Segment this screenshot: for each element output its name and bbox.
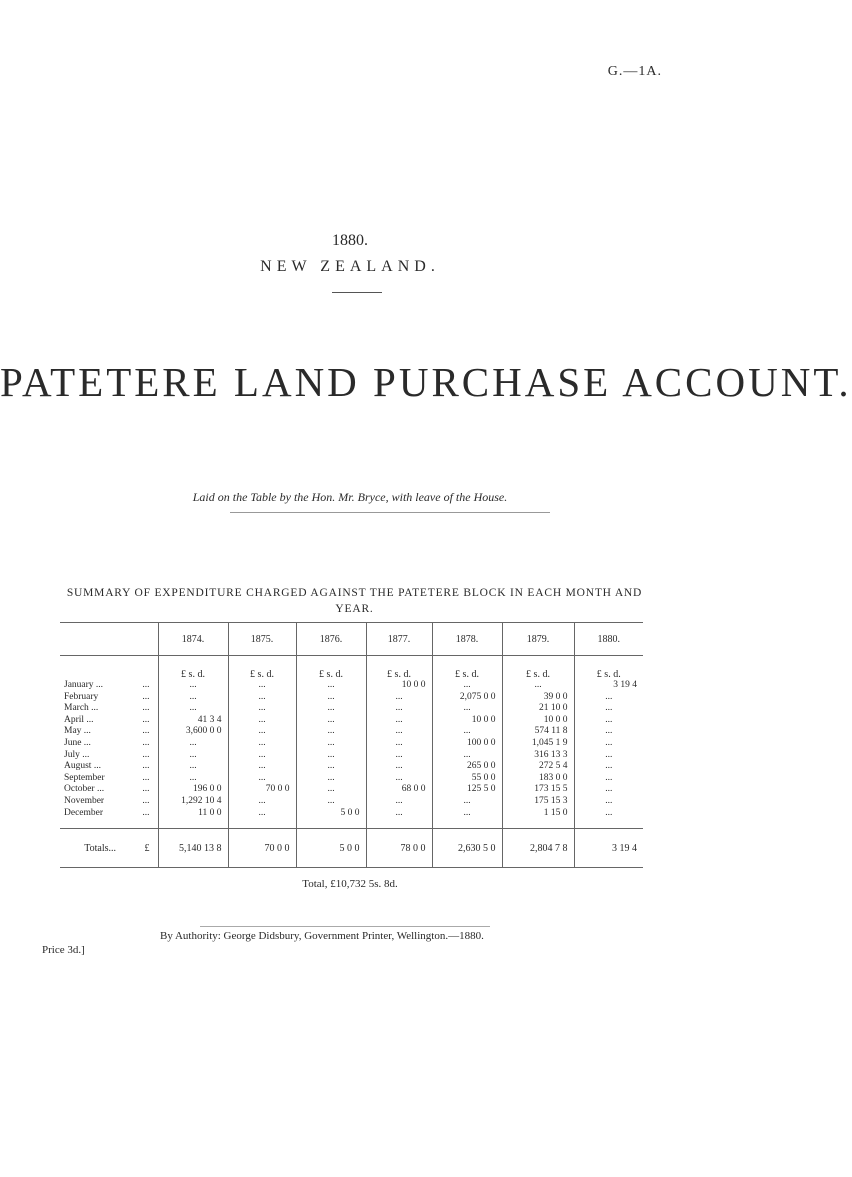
amount-cell: ... [296,692,366,704]
currency-header: £ s. d. [228,656,296,681]
amount-cell: 3,600 0 0 [158,726,228,738]
month-label: July ... [64,749,90,760]
amount-cell: 10 0 0 [366,680,432,692]
leader-dots: ... [142,772,150,783]
total-value: 78 0 0 [366,829,432,868]
amount-cell: ... [574,773,643,785]
amount-cell: ... [366,761,432,773]
totals-label: Totals... [60,829,120,868]
total-value: 5,140 13 8 [158,829,228,868]
amount-cell: ... [366,715,432,727]
amount-cell: 196 0 0 [158,784,228,796]
month-label: April ... [64,714,94,725]
price-note: Price 3d.] [42,944,85,956]
amount-cell: 1 15 0 [502,808,574,829]
table-row [60,773,643,785]
amount-cell: ... [432,796,502,808]
amount-cell: 173 15 5 [502,784,574,796]
amount-cell: ... [296,715,366,727]
total-value: 2,804 7 8 [502,829,574,868]
expenditure-table [60,622,643,868]
table-row [60,784,643,796]
document-title: PATETERE LAND PURCHASE ACCOUNT. [0,359,852,405]
divider-rule [230,512,550,513]
amount-cell: ... [366,750,432,762]
divider-rule [200,926,490,927]
amount-cell: 316 13 3 [502,750,574,762]
amount-cell: ... [502,680,574,692]
month-label: March ... [64,703,99,714]
amount-cell: ... [158,761,228,773]
amount-cell: ... [366,738,432,750]
amount-cell: 2,075 0 0 [432,692,502,704]
year-header: 1880. [574,623,643,656]
amount-cell: ... [228,692,296,704]
month-label: September [64,772,105,783]
amount-cell: ... [366,703,432,715]
amount-cell: ... [432,703,502,715]
amount-cell: ... [228,680,296,692]
month-column-header [60,623,158,656]
amount-cell: ... [574,715,643,727]
document-year: 1880. [332,232,368,249]
currency-header: £ s. d. [366,656,432,681]
month-label: November [64,795,105,806]
amount-cell: ... [228,761,296,773]
currency-header: £ s. d. [502,656,574,681]
leader-dots: ... [142,761,150,772]
leader-dots: ... [142,749,150,760]
leader-dots: ... [142,737,150,748]
leader-dots: ... [142,680,150,690]
amount-cell: 41 3 4 [158,715,228,727]
amount-cell: 574 11 8 [502,726,574,738]
document-reference: G.—1A. [607,64,662,79]
month-label: May ... [64,726,91,737]
amount-cell: ... [574,692,643,704]
amount-cell: ... [296,680,366,692]
table-row [60,726,643,738]
amount-cell: ... [432,750,502,762]
year-header: 1875. [228,623,296,656]
year-header: 1876. [296,623,366,656]
grand-total: Total, £10,732 5s. 8d. [302,878,398,890]
amount-cell: 183 0 0 [502,773,574,785]
amount-cell: ... [158,750,228,762]
amount-cell: ... [296,784,366,796]
amount-cell: 3 19 4 [574,680,643,692]
table-row [60,680,643,692]
amount-cell: 55 0 0 [432,773,502,785]
amount-cell: 10 0 0 [432,715,502,727]
amount-cell: ... [366,692,432,704]
laid-on-table-note: Laid on the Table by the Hon. Mr. Bryce, with leave of the House. [192,490,508,504]
country-heading: NEW ZEALAND. [260,258,440,275]
amount-cell: 39 0 0 [502,692,574,704]
amount-cell: 272 5 4 [502,761,574,773]
amount-cell: ... [228,726,296,738]
amount-cell: ... [296,796,366,808]
currency-header-row [60,656,643,681]
table-row [60,692,643,704]
total-value: 5 0 0 [296,829,366,868]
leader-dots: ... [142,784,150,795]
year-header: 1874. [158,623,228,656]
month-label: June ... [64,737,91,748]
amount-cell: ... [296,726,366,738]
leader-dots: ... [142,714,150,725]
year-header: 1878. [432,623,502,656]
amount-cell: ... [158,692,228,704]
amount-cell: ... [296,761,366,773]
amount-cell: 5 0 0 [296,808,366,829]
amount-cell: ... [228,796,296,808]
amount-cell: 175 15 3 [502,796,574,808]
amount-cell: ... [296,773,366,785]
table-row [60,703,643,715]
amount-cell: ... [158,703,228,715]
table-row [60,796,643,808]
year-header: 1877. [366,623,432,656]
leader-dots: ... [142,795,150,806]
currency-header: £ s. d. [432,656,502,681]
total-value: 2,630 5 0 [432,829,502,868]
amount-cell: ... [574,750,643,762]
amount-cell: 1,292 10 4 [158,796,228,808]
table-row [60,715,643,727]
amount-cell: ... [228,715,296,727]
leader-dots: ... [142,703,150,714]
amount-cell: ... [366,796,432,808]
amount-cell: ... [228,808,296,829]
amount-cell: 10 0 0 [502,715,574,727]
table-body [60,656,643,829]
amount-cell: 68 0 0 [366,784,432,796]
amount-cell: ... [574,784,643,796]
currency-header: £ s. d. [296,656,366,681]
table-row [60,761,643,773]
amount-cell: ... [366,726,432,738]
month-label: December [64,807,104,818]
amount-cell: ... [574,761,643,773]
month-label: January ... [64,680,104,690]
total-value: 70 0 0 [228,829,296,868]
month-label: October ... [64,784,105,795]
leader-dots: ... [142,691,150,702]
amount-cell: ... [432,680,502,692]
amount-cell: ... [432,808,502,829]
year-header-row [60,623,643,656]
leader-dots: ... [142,726,150,737]
totals-currency: £ [120,829,158,868]
amount-cell: ... [228,750,296,762]
currency-header: £ s. d. [574,656,643,681]
leader-dots: ... [142,807,150,818]
amount-cell: ... [574,738,643,750]
amount-cell: 11 0 0 [158,808,228,829]
amount-cell: ... [296,738,366,750]
amount-cell: ... [158,773,228,785]
year-header: 1879. [502,623,574,656]
amount-cell: ... [366,808,432,829]
month-label: August ... [64,761,101,772]
amount-cell: ... [574,796,643,808]
amount-cell: ... [574,703,643,715]
summary-heading: SUMMARY OF EXPENDITURE CHARGED AGAINST THE PATETERE BLOCK IN EACH MONTH AND YEAR. [66,587,643,615]
amount-cell: ... [432,726,502,738]
amount-cell: 1,045 1 9 [502,738,574,750]
amount-cell: 125 5 0 [432,784,502,796]
table-row [60,808,643,829]
amount-cell: 265 0 0 [432,761,502,773]
amount-cell: 21 10 0 [502,703,574,715]
amount-cell: ... [574,808,643,829]
amount-cell: 100 0 0 [432,738,502,750]
divider-rule [332,292,382,293]
amount-cell: ... [296,703,366,715]
amount-cell: 70 0 0 [228,784,296,796]
totals-row [60,829,643,868]
total-value: 3 19 4 [574,829,643,868]
table-row [60,738,643,750]
amount-cell: ... [228,703,296,715]
month-label: February [64,691,99,702]
table-row [60,750,643,762]
amount-cell: ... [296,750,366,762]
amount-cell: ... [158,738,228,750]
printer-authority: By Authority: George Didsbury, Government Printer, Wellington.—1880. [160,930,484,942]
amount-cell: ... [158,680,228,692]
amount-cell: ... [228,738,296,750]
amount-cell: ... [366,773,432,785]
currency-header: £ s. d. [158,656,228,681]
amount-cell: ... [228,773,296,785]
amount-cell: ... [574,726,643,738]
